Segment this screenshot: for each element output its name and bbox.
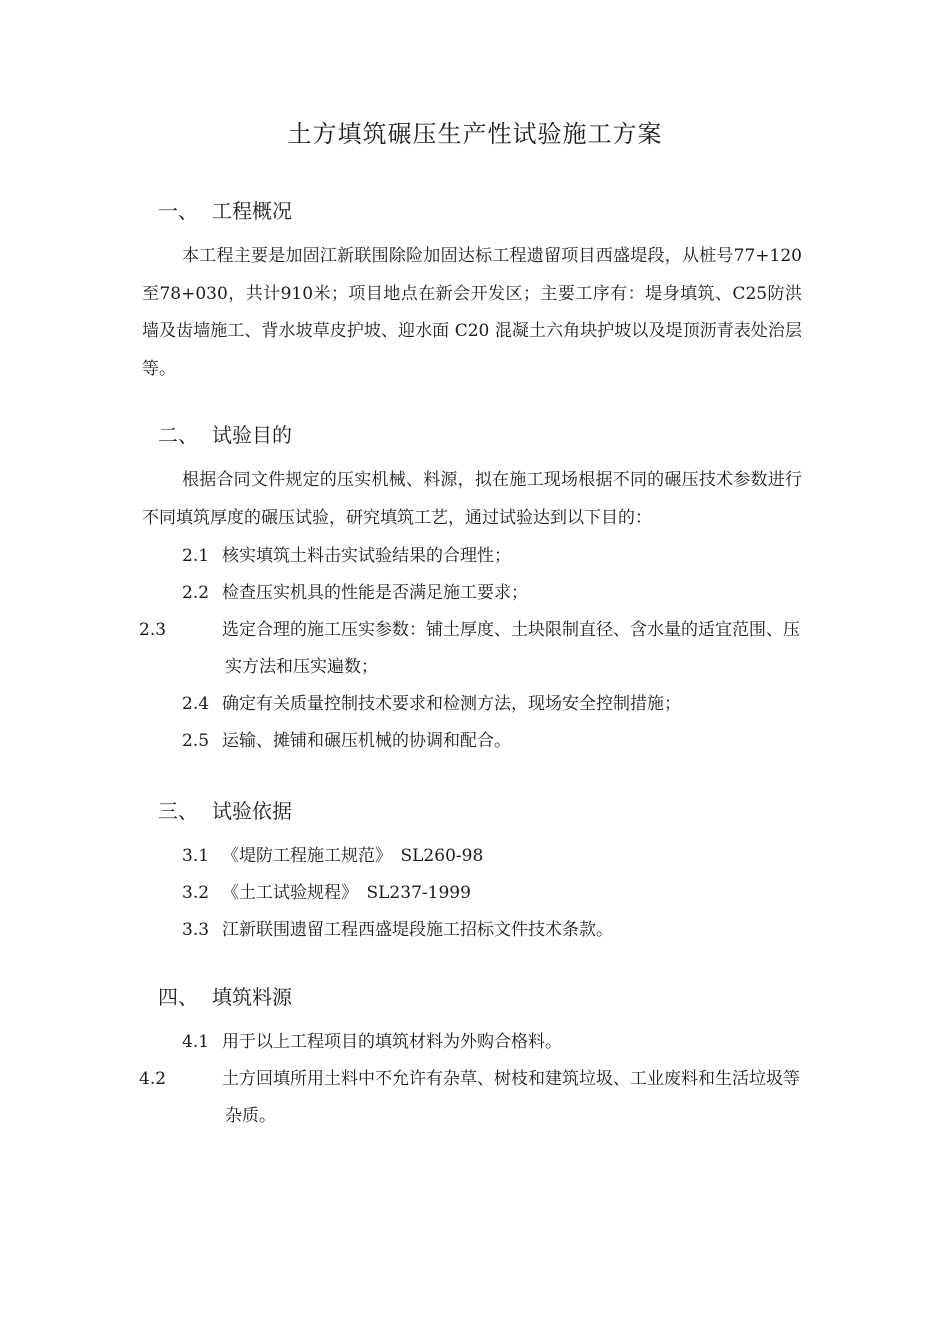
- section-heading-3: [158, 796, 292, 826]
- item-text: 选定合理的施工压实参数：铺土厚度、土块限制直径、含水量的适宜范围、压实方法和压实遍数；: [222, 620, 800, 677]
- item-code: 3.1: [182, 846, 210, 866]
- item-text: 确定有关质量控制技术要求和检测方法，现场安全控制措施；: [222, 694, 681, 714]
- item-text: 江新联围遗留工程西盛堤段施工招标文件技术条款。: [222, 920, 613, 940]
- item-code: 3.2: [182, 883, 210, 903]
- section-number: 二、: [158, 423, 198, 447]
- section-heading-4: [158, 982, 292, 1012]
- list-item: [182, 912, 802, 949]
- section-paragraph-2: 根据合同文件规定的压实机械、料源，拟在施工现场根据不同的碾压技术参数进行不同填筑厚度的碾压试验，研究填筑工艺，通过试验达到以下目的：: [142, 470, 802, 528]
- item-text: 土方回填所用土料中不允许有杂草、树枝和建筑垃圾、工业废料和生活垃圾等杂质。: [222, 1069, 800, 1126]
- section-heading-1: [158, 196, 292, 226]
- item-text: 《堤防工程施工规范》 SL260-98: [222, 846, 484, 866]
- item-code: 3.3: [182, 920, 210, 940]
- item-code: 2.2: [182, 583, 210, 603]
- item-text: 用于以上工程项目的填筑材料为外购合格料。: [222, 1032, 562, 1052]
- section-title: 填筑料源: [212, 985, 292, 1009]
- list-item: [139, 1061, 802, 1135]
- list-item: [182, 538, 802, 575]
- section-paragraph-1: 本工程主要是加固江新联围除险加固达标工程遗留项目西盛堤段，从桩号77+120至78+030，共计910米；项目地点在新会开发区；主要工序有：堤身填筑、C25防洪墙及齿墙施工、背水坡草皮护坡、迎水面 C20 混凝土六角块护坡以及堤顶沥青表处治层等。: [142, 246, 802, 379]
- section-title: 工程概况: [212, 199, 292, 223]
- section-number: 三、: [158, 799, 198, 823]
- document-title: 土方填筑碾压生产性试验施工方案: [287, 120, 663, 148]
- section-number: 一、: [158, 199, 198, 223]
- list-item: [182, 875, 802, 912]
- item-code: 2.4: [182, 694, 210, 714]
- item-code: 4.1: [182, 1032, 210, 1052]
- section-heading-2: [158, 420, 292, 450]
- item-text: 检查压实机具的性能是否满足施工要求；: [222, 583, 528, 603]
- list-item: [182, 838, 802, 875]
- item-code: 2.1: [182, 546, 210, 566]
- item-text: 《土工试验规程》 SL237-1999: [222, 883, 471, 903]
- item-code: 2.5: [182, 731, 210, 751]
- item-text: 核实填筑土料击实试验结果的合理性；: [222, 546, 511, 566]
- list-item: [182, 723, 802, 760]
- item-text: 运输、摊铺和碾压机械的协调和配合。: [222, 731, 511, 751]
- item-code: 2.3: [139, 620, 167, 640]
- section-title: 试验依据: [212, 799, 292, 823]
- list-item: [182, 686, 802, 723]
- list-item: [182, 1024, 802, 1061]
- section-title: 试验目的: [212, 423, 292, 447]
- item-code: 4.2: [139, 1069, 167, 1089]
- list-item: [182, 575, 802, 612]
- list-item: [139, 612, 802, 686]
- section-number: 四、: [158, 985, 198, 1009]
